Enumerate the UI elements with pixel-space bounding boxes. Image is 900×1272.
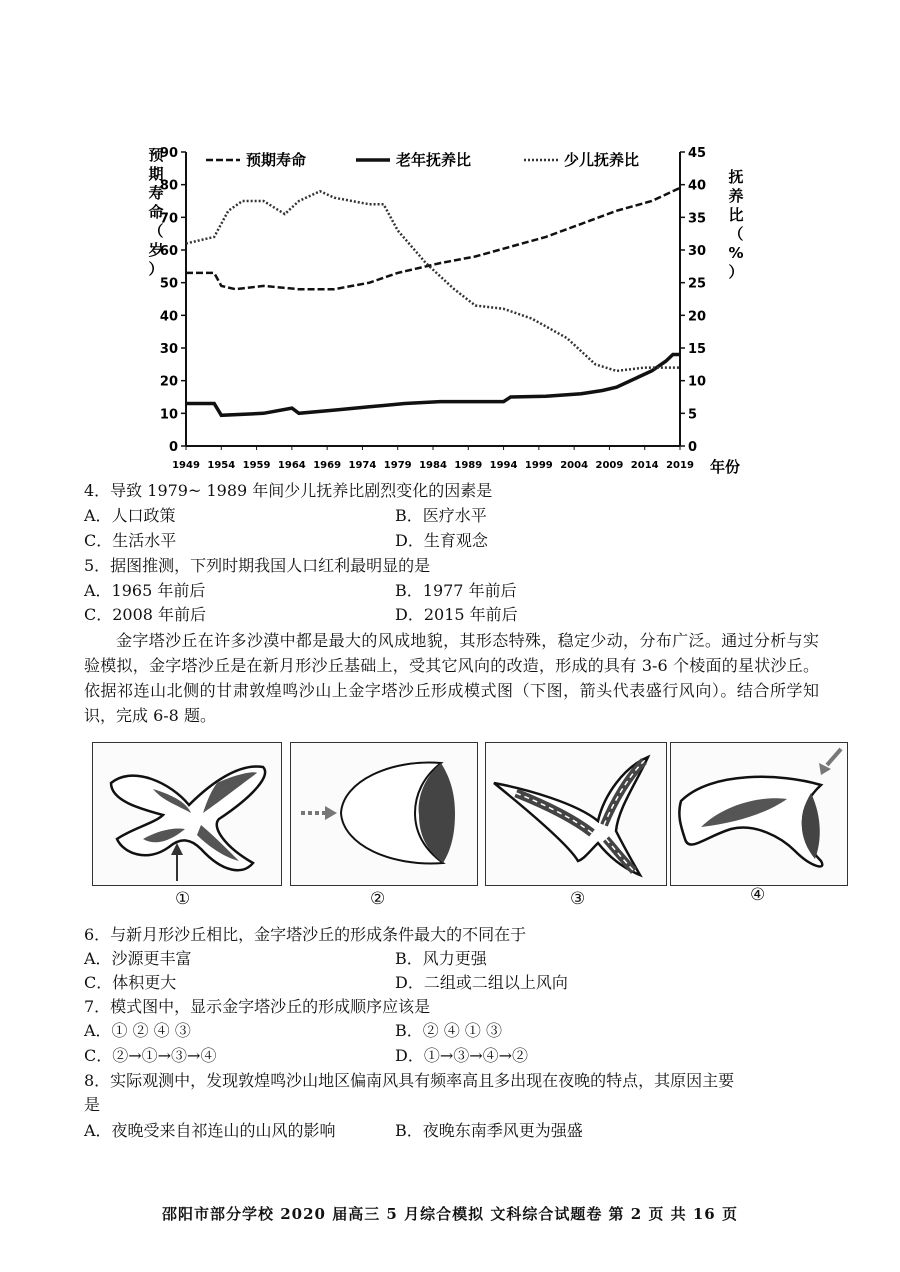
right-axis-title: 抚养比（%）	[728, 168, 744, 281]
q5-option-c: C．2008 年前后	[84, 605, 207, 624]
x-tick-label: 1999	[524, 460, 553, 471]
dune-panel-3	[485, 742, 667, 886]
x-tick-label: 2004	[560, 460, 589, 471]
x-tick-label: 1989	[454, 460, 483, 471]
left-tick-label: 40	[159, 309, 178, 325]
x-tick-label: 1964	[277, 460, 306, 471]
right-tick-label: 30	[688, 244, 707, 259]
child-dependency-line	[186, 191, 680, 371]
figure-label-2: ②	[370, 889, 386, 909]
life-expectancy-line	[186, 188, 680, 289]
q6-option-a: A．沙源更丰富	[84, 949, 192, 968]
q7-stem: 7．模式图中，显示金字塔沙丘的形成顺序应该是	[84, 997, 431, 1016]
right-tick-label: 40	[688, 178, 707, 194]
chart-axes	[181, 152, 685, 450]
q5-option-d: D．2015 年前后	[395, 605, 518, 624]
right-tick-label: 45	[688, 146, 707, 161]
dune-panel-2	[290, 742, 478, 886]
right-tick-label: 35	[688, 211, 707, 227]
star-dune-developing-diagram	[486, 743, 666, 885]
right-tick-label: 0	[688, 440, 698, 455]
x-tick-label: 1979	[383, 460, 412, 471]
q5-option-a: A．1965 年前后	[84, 581, 206, 600]
x-tick-label: 1954	[207, 460, 236, 471]
x-tick-label: 1959	[242, 460, 271, 471]
left-tick-label: 0	[168, 440, 178, 455]
dune-intro: 金字塔沙丘在许多沙漠中都是最大的风成地貌，其形态特殊，稳定少动，分布广泛。通过分析与实验模拟，金字塔沙丘是在新月形沙丘基础上，受其它风向的改造，形成的具有 3-6 个棱面的星状沙丘。依据祁连山北侧的甘肃敦煌鸣沙山上金字塔沙丘形成模式图（下图，箭头代表盛行风向）。结合所学知识，完成 6-8 题。	[84, 631, 819, 725]
x-tick-label: 1984	[419, 460, 447, 471]
right-tick-label: 10	[688, 374, 707, 390]
modified-barchan-diagram	[671, 743, 847, 885]
dune-panel-4	[670, 742, 848, 886]
elderly-dependency-line	[186, 355, 680, 416]
left-tick-label: 90	[159, 146, 178, 161]
x-axis-title: 年份	[710, 458, 741, 476]
left-tick-label: 70	[159, 211, 178, 227]
right-tick-label: 20	[688, 309, 707, 325]
x-tick-label: 2014	[630, 460, 659, 471]
x-tick-label: 1969	[313, 460, 342, 471]
q6-stem: 6．与新月形沙丘相比，金字塔沙丘的形成条件最大的不同在于	[84, 925, 527, 944]
left-tick-label: 50	[159, 276, 178, 292]
figure-label-3: ③	[570, 889, 586, 909]
legend-label: 老年抚养比	[396, 151, 472, 169]
population-chart	[110, 140, 790, 480]
legend-label: 预期寿命	[246, 151, 307, 169]
x-tick-label: 2019	[666, 460, 694, 471]
figure-label-1: ①	[175, 889, 191, 909]
right-tick-label: 5	[688, 407, 698, 423]
q6-option-b: B．风力更强	[395, 949, 487, 968]
q8-option-a: A．夜晚受来自祁连山的山风的影响	[84, 1121, 336, 1140]
q8-stem-continued: 是	[84, 1095, 101, 1114]
q4-option-c: C．生活水平	[84, 531, 177, 550]
page-footer: 邵阳市部分学校 2020 届高三 5 月综合模拟 文科综合试题卷 第 2 页 共 16 页	[162, 1205, 738, 1223]
left-axis-title: 预期寿命（岁）	[148, 146, 164, 278]
star-dune-3arm-diagram	[93, 743, 281, 885]
legend-label: 少儿抚养比	[564, 151, 640, 169]
x-tick-label: 2009	[595, 460, 624, 471]
q7-option-c: C．②→①→③→④	[84, 1046, 217, 1065]
left-tick-label: 10	[159, 407, 178, 423]
q7-option-a: A．① ② ④ ③	[84, 1021, 191, 1040]
q4-option-a: A．人口政策	[84, 506, 176, 525]
q4-stem: 4．导致 1979~ 1989 年间少儿抚养比剧烈变化的因素是	[84, 481, 493, 500]
q4-option-b: B．医疗水平	[395, 506, 487, 525]
q8-option-b: B．夜晚东南季风更为强盛	[395, 1121, 583, 1140]
left-tick-label: 60	[159, 244, 178, 259]
right-tick-label: 25	[688, 276, 707, 292]
left-tick-label: 20	[159, 374, 178, 390]
chart-labels	[148, 146, 743, 476]
dune-panel-1	[92, 742, 282, 886]
chart-lines	[186, 188, 680, 415]
barchan-dune-diagram	[291, 743, 477, 885]
figure-label-4: ④	[750, 885, 766, 905]
q4-option-d: D．生育观念	[395, 531, 488, 550]
x-tick-label: 1994	[489, 460, 518, 471]
x-tick-label: 1949	[172, 460, 200, 471]
q7-option-b: B．② ④ ① ③	[395, 1021, 503, 1040]
q5-stem: 5．据图推测，下列时期我国人口红利最明显的是	[84, 556, 431, 575]
q5-option-b: B．1977 年前后	[395, 581, 517, 600]
q7-option-d: D．①→③→④→②	[395, 1046, 529, 1065]
left-tick-label: 30	[159, 342, 178, 357]
q6-option-d: D．二组或二组以上风向	[395, 973, 568, 992]
x-tick-label: 1974	[348, 460, 377, 471]
q8-stem: 8．实际观测中，发现敦煌鸣沙山地区偏南风具有频率高且多出现在夜晚的特点，其原因主要	[84, 1071, 735, 1090]
left-tick-label: 80	[159, 178, 178, 194]
q6-option-c: C．体积更大	[84, 973, 177, 992]
right-tick-label: 15	[688, 342, 707, 357]
